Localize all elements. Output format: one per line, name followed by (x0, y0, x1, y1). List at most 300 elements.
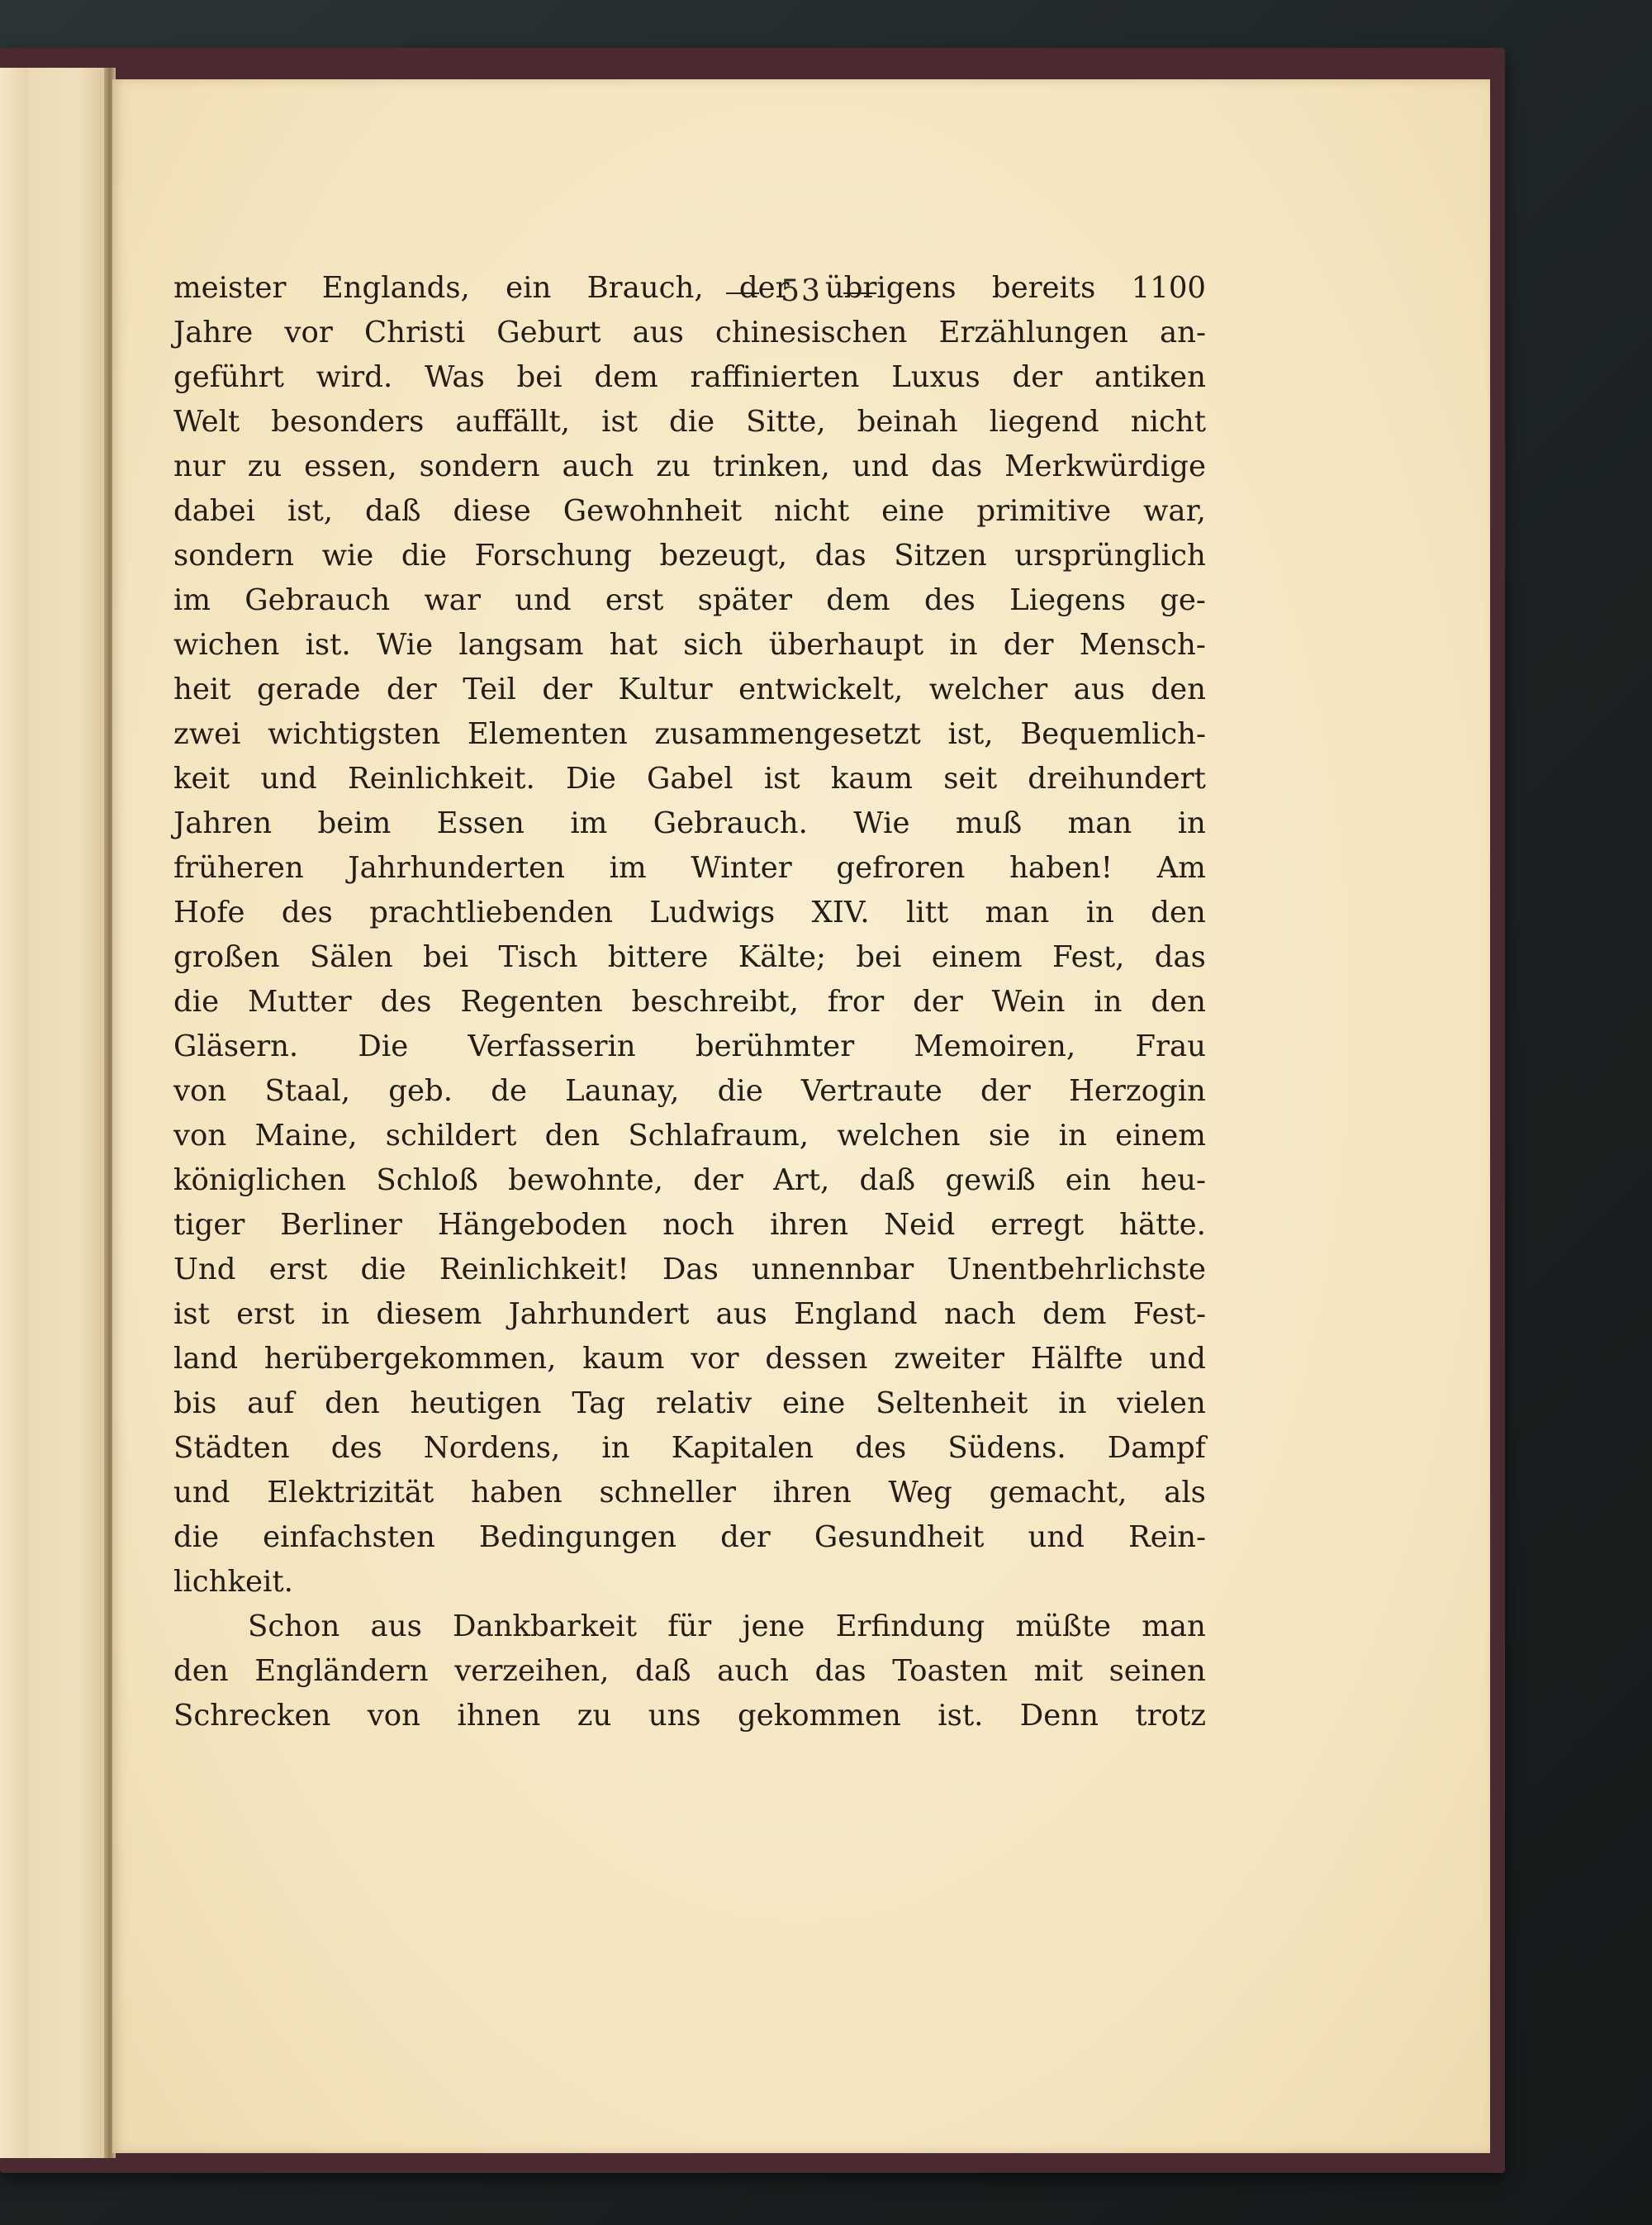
word: unnennbar (752, 1253, 914, 1286)
word: im (609, 851, 647, 885)
word: Brauch, (586, 271, 704, 305)
word: schildert (385, 1119, 517, 1153)
word: ihren (770, 1208, 849, 1242)
word: ist (173, 1297, 210, 1331)
word: England (794, 1297, 918, 1331)
text-line (173, 311, 1206, 355)
word: litt (905, 896, 949, 929)
word: Denn (1019, 1699, 1099, 1733)
word: Liegens (1009, 583, 1126, 617)
word: aus (632, 316, 684, 349)
word: bei (516, 360, 563, 394)
word: Am (1156, 851, 1206, 885)
word: den (325, 1386, 380, 1420)
word: dreihundert (1028, 762, 1206, 796)
word: de (491, 1074, 527, 1108)
word: daß (634, 1654, 691, 1688)
word: aus (715, 1297, 767, 1331)
word: geführt (173, 360, 284, 394)
word: Teil (463, 673, 516, 706)
word: ihren (772, 1476, 852, 1509)
text-line (173, 534, 1206, 578)
word: gewiß (945, 1163, 1036, 1197)
text-line (173, 1158, 1206, 1203)
word: noch (662, 1208, 735, 1242)
word: in (949, 628, 978, 662)
word: dessen (765, 1342, 868, 1376)
word: den (173, 1654, 229, 1688)
word: ist. (938, 1699, 984, 1733)
word: das (931, 449, 983, 483)
word: Merkwürdige (1004, 449, 1206, 483)
word: Essen (436, 806, 525, 840)
word: überhaupt (768, 628, 924, 662)
word: Seltenheit (876, 1386, 1028, 1420)
word: Schloß (376, 1163, 478, 1197)
word: seit (943, 762, 998, 796)
word: früheren (173, 851, 304, 885)
word: jene (742, 1609, 805, 1643)
word: antiken (1094, 360, 1206, 394)
word: in (1058, 1119, 1087, 1153)
word: zweiter (894, 1342, 1004, 1376)
word: in (320, 1297, 350, 1331)
word: das (814, 539, 866, 573)
word: erst (605, 583, 664, 617)
word: beschreibt, (631, 985, 799, 1019)
word: sondern (173, 539, 295, 573)
word: großen (173, 940, 280, 974)
word: Staal, (264, 1074, 351, 1108)
word: dem (826, 583, 890, 617)
text-line (173, 1426, 1206, 1471)
word: bezeugt, (659, 539, 788, 573)
word: den (544, 1119, 601, 1153)
word: trotz (1135, 1699, 1206, 1733)
word: königlichen (173, 1163, 347, 1197)
word: Mutter (247, 985, 352, 1019)
word: vielen (1117, 1386, 1206, 1420)
word: Weg (888, 1476, 952, 1509)
word: Englands, (321, 271, 470, 305)
word: beinah (857, 405, 958, 439)
word: Jahre (173, 316, 254, 349)
word: Berliner (280, 1208, 402, 1242)
word: Was (425, 360, 485, 394)
word: Regenten (460, 985, 603, 1019)
word: Sälen (309, 940, 393, 974)
word: des (855, 1431, 907, 1465)
word: für (667, 1609, 712, 1643)
word: Sitzen (894, 539, 987, 573)
word: vor (284, 316, 333, 349)
word: ist, (947, 717, 994, 751)
word: eine (782, 1386, 846, 1420)
word: ge- (1160, 583, 1206, 617)
word: Gebrauch (244, 583, 391, 617)
word: mit (1033, 1654, 1083, 1688)
word: XIV. (811, 896, 870, 929)
word: bereits (991, 271, 1096, 305)
word: Gabel (647, 762, 733, 796)
word: hat (609, 628, 657, 662)
word: diesem (376, 1297, 482, 1331)
word: Jahren (173, 806, 273, 840)
text-line (173, 980, 1206, 1025)
word: sich (683, 628, 743, 662)
word: geb. (388, 1074, 453, 1108)
word: Tag (572, 1386, 626, 1420)
word: an- (1159, 316, 1206, 349)
word: bei (423, 940, 469, 974)
word: das (1154, 940, 1206, 974)
word: des (281, 896, 333, 929)
word: dabei (173, 494, 255, 528)
text-line (173, 1694, 1206, 1738)
text-line (173, 1560, 1206, 1605)
word: ihnen (457, 1699, 541, 1733)
text-line (173, 757, 1206, 801)
word: Forschung (474, 539, 632, 573)
word: trinken, (712, 449, 830, 483)
word: auffällt, (455, 405, 571, 439)
word: das (814, 1654, 866, 1688)
word: und (1028, 1520, 1085, 1554)
word: liegend (989, 405, 1099, 439)
word: Unentbehrlichste (947, 1253, 1206, 1286)
word: der (387, 673, 437, 706)
word: erregt (990, 1208, 1085, 1242)
word: auch (717, 1654, 789, 1688)
word: Memoiren, (914, 1029, 1076, 1063)
word: Maine, (254, 1119, 358, 1153)
word: den (1151, 896, 1206, 929)
word: die (669, 405, 715, 439)
word: berühmter (695, 1029, 855, 1063)
word: Kälte; (738, 940, 826, 974)
word: des (380, 985, 432, 1019)
word: nach (944, 1297, 1016, 1331)
text-line (173, 891, 1206, 935)
text-line (173, 1515, 1206, 1560)
word: die (173, 1520, 220, 1554)
word: Hofe (173, 896, 245, 929)
page-number: 53 (781, 274, 822, 308)
text-line (173, 400, 1206, 445)
word: Frau (1135, 1029, 1206, 1063)
word: zu (656, 449, 691, 483)
word: zu (577, 1699, 612, 1733)
word: Christi (363, 316, 466, 349)
word: gekommen (738, 1699, 901, 1733)
word: Dampf (1107, 1431, 1206, 1465)
word: ursprünglich (1014, 539, 1206, 573)
word: Gewohnheit (563, 494, 743, 528)
word: Verfasserin (468, 1029, 636, 1063)
word: der (542, 673, 593, 706)
text-line (173, 935, 1206, 980)
word: Elementen (467, 717, 628, 751)
text-line (173, 846, 1206, 891)
word: land (173, 1342, 239, 1376)
text-line (173, 1069, 1206, 1114)
word: Erzählungen (938, 316, 1128, 349)
word: der (720, 1520, 771, 1554)
word: von (173, 1074, 227, 1108)
word: Kapitalen (671, 1431, 814, 1465)
word: in (601, 1431, 630, 1465)
word: Gebrauch. (653, 806, 808, 840)
word: besonders (271, 405, 425, 439)
word: auf (247, 1386, 295, 1420)
text-line (173, 1337, 1206, 1381)
word: Kultur (618, 673, 713, 706)
word: Bequemlich- (1020, 717, 1206, 751)
word: langsam (458, 628, 584, 662)
word: bittere (607, 940, 709, 974)
text-line (173, 801, 1206, 846)
word: chinesischen (715, 316, 908, 349)
word: wird. (316, 360, 393, 394)
word: aus (1073, 673, 1125, 706)
word: Nordens, (423, 1431, 561, 1465)
word: kaum (582, 1342, 665, 1376)
word: heu- (1141, 1163, 1206, 1197)
word: Hälfte (1030, 1342, 1123, 1376)
text-line (173, 1381, 1206, 1426)
word: einem (931, 940, 1023, 974)
word: Jahrhundert (508, 1297, 690, 1331)
word: daß (859, 1163, 916, 1197)
text-line (173, 712, 1206, 757)
word: raffinierten (690, 360, 860, 394)
word: Toasten (892, 1654, 1009, 1688)
word: Hängeboden (437, 1208, 628, 1242)
word: gefroren (836, 851, 966, 885)
word: wichtigsten (268, 717, 441, 751)
word: dem (1042, 1297, 1107, 1331)
text-line (173, 445, 1206, 489)
word: haben (471, 1476, 563, 1509)
word: und (1149, 1342, 1206, 1376)
word: Wie (376, 628, 434, 662)
word: primitive (976, 494, 1112, 528)
word: Art, (773, 1163, 830, 1197)
word: der (1003, 628, 1054, 662)
word: Welt (173, 405, 240, 439)
word: nicht (1130, 405, 1206, 439)
word: einem (1115, 1119, 1206, 1153)
word: meister (173, 271, 287, 305)
word: sie (988, 1119, 1031, 1153)
word: man (1067, 806, 1132, 840)
word: welchen (837, 1119, 961, 1153)
word: Rein- (1128, 1520, 1206, 1554)
word: herübergekommen, (263, 1342, 557, 1376)
word: gemacht, (989, 1476, 1127, 1509)
word: hätte. (1119, 1208, 1206, 1242)
word: vor (691, 1342, 739, 1376)
word: Sitte, (746, 405, 826, 439)
word: Städten (173, 1431, 290, 1465)
word: lichkeit. (173, 1565, 293, 1599)
text-line (173, 266, 1206, 311)
word: der (913, 985, 963, 1019)
word: Herzogin (1068, 1074, 1206, 1108)
word: die (360, 1253, 406, 1286)
word: der (1012, 360, 1063, 394)
text-line (173, 1649, 1206, 1694)
word: heit (173, 673, 231, 706)
word: verzeihen, (454, 1654, 610, 1688)
word: eine (881, 494, 945, 528)
word: man (1142, 1609, 1206, 1643)
word: Geburt (496, 316, 601, 349)
word: von (173, 1119, 227, 1153)
text-line (173, 1248, 1206, 1292)
text-line (173, 1203, 1206, 1248)
word: Wein (991, 985, 1066, 1019)
word: den (1151, 985, 1206, 1019)
word: Wie (853, 806, 910, 840)
word: später (697, 583, 793, 617)
word: Die (566, 762, 616, 796)
word: haben! (1009, 851, 1113, 885)
word: im (570, 806, 608, 840)
word: und (515, 583, 572, 617)
word: Winter (691, 851, 792, 885)
word: muß (955, 806, 1023, 840)
word: entwickelt, (738, 673, 904, 706)
word: welcher (928, 673, 1048, 706)
word: die (401, 539, 447, 573)
word: die (717, 1074, 763, 1108)
word: Gesundheit (814, 1520, 985, 1554)
word: gerade (256, 673, 361, 706)
text-line (173, 1471, 1206, 1515)
word: war, (1143, 494, 1206, 528)
word: Launay, (565, 1074, 680, 1108)
word: bis (173, 1386, 217, 1420)
word: der (980, 1074, 1031, 1108)
word: Elektrizität (267, 1476, 434, 1509)
text-line (173, 668, 1206, 712)
word: prachtliebenden (369, 896, 613, 929)
word: in (1177, 806, 1206, 840)
word: Mensch- (1079, 628, 1206, 662)
word: Fest- (1132, 1297, 1206, 1331)
word: fror (827, 985, 885, 1019)
word: müßte (1015, 1609, 1111, 1643)
word: Schlafraum, (628, 1119, 809, 1153)
left-page-edge (0, 68, 28, 2158)
text-line (173, 578, 1206, 623)
word: Vertraute (800, 1074, 942, 1108)
word: Die (358, 1029, 409, 1063)
word: und (260, 762, 317, 796)
word: ist, (287, 494, 334, 528)
word: und (852, 449, 909, 483)
word: zusammengesetzt (654, 717, 921, 751)
word: Tisch (498, 940, 578, 974)
word: Reinlichkeit. (347, 762, 535, 796)
word: von (367, 1699, 420, 1733)
word: Und (173, 1253, 236, 1286)
word: bewohnte, (508, 1163, 663, 1197)
text-line (173, 1025, 1206, 1069)
word: Bedingungen (478, 1520, 676, 1554)
word: Das (662, 1253, 719, 1286)
word: Schon (248, 1609, 340, 1643)
word: Gläsern. (173, 1029, 299, 1063)
word: ist (763, 762, 800, 796)
word: der (738, 271, 790, 305)
word: Neid (884, 1208, 956, 1242)
word: Südens. (947, 1431, 1066, 1465)
word: wie (321, 539, 374, 573)
word: einfachsten (263, 1520, 435, 1554)
word: war (424, 583, 481, 617)
word: in (1085, 896, 1114, 929)
word: Reinlichkeit! (439, 1253, 629, 1286)
word: heutigen (410, 1386, 542, 1420)
word: des (923, 583, 976, 617)
word: uns (648, 1699, 701, 1733)
word: nur (173, 449, 225, 483)
word: zu (247, 449, 282, 483)
word: im (173, 583, 211, 617)
word: erst (268, 1253, 328, 1286)
word: nicht (774, 494, 850, 528)
word: Engländern (254, 1654, 429, 1688)
word: kaum (830, 762, 914, 796)
word: die (173, 985, 220, 1019)
word: Erfindung (835, 1609, 985, 1643)
text-line (173, 1605, 1206, 1649)
word: keit (173, 762, 230, 796)
word: ist (601, 405, 638, 439)
body-text (173, 266, 1206, 1738)
text-line (173, 1292, 1206, 1337)
text-line (173, 623, 1206, 668)
word: erst (236, 1297, 295, 1331)
word: als (1164, 1476, 1206, 1509)
text-line (173, 1114, 1206, 1158)
word: daß (364, 494, 421, 528)
word: in (1094, 985, 1123, 1019)
word: Luxus (891, 360, 980, 394)
word: Schrecken (173, 1699, 331, 1733)
word: Jahrhunderten (348, 851, 566, 885)
word: in (1058, 1386, 1087, 1420)
word: ein (506, 271, 552, 305)
word: Ludwigs (649, 896, 776, 929)
word: Dankbarkeit (453, 1609, 638, 1643)
word: der (693, 1163, 743, 1197)
word: sondern (419, 449, 540, 483)
word: 1100 (1131, 271, 1206, 305)
word: tiger (173, 1208, 245, 1242)
word: schneller (599, 1476, 736, 1509)
word: beim (317, 806, 392, 840)
word: ist. (305, 628, 351, 662)
word: bei (856, 940, 902, 974)
word: ein (1065, 1163, 1112, 1197)
word: den (1151, 673, 1206, 706)
word: wichen (173, 628, 280, 662)
text-line (173, 355, 1206, 400)
word: seinen (1108, 1654, 1206, 1688)
